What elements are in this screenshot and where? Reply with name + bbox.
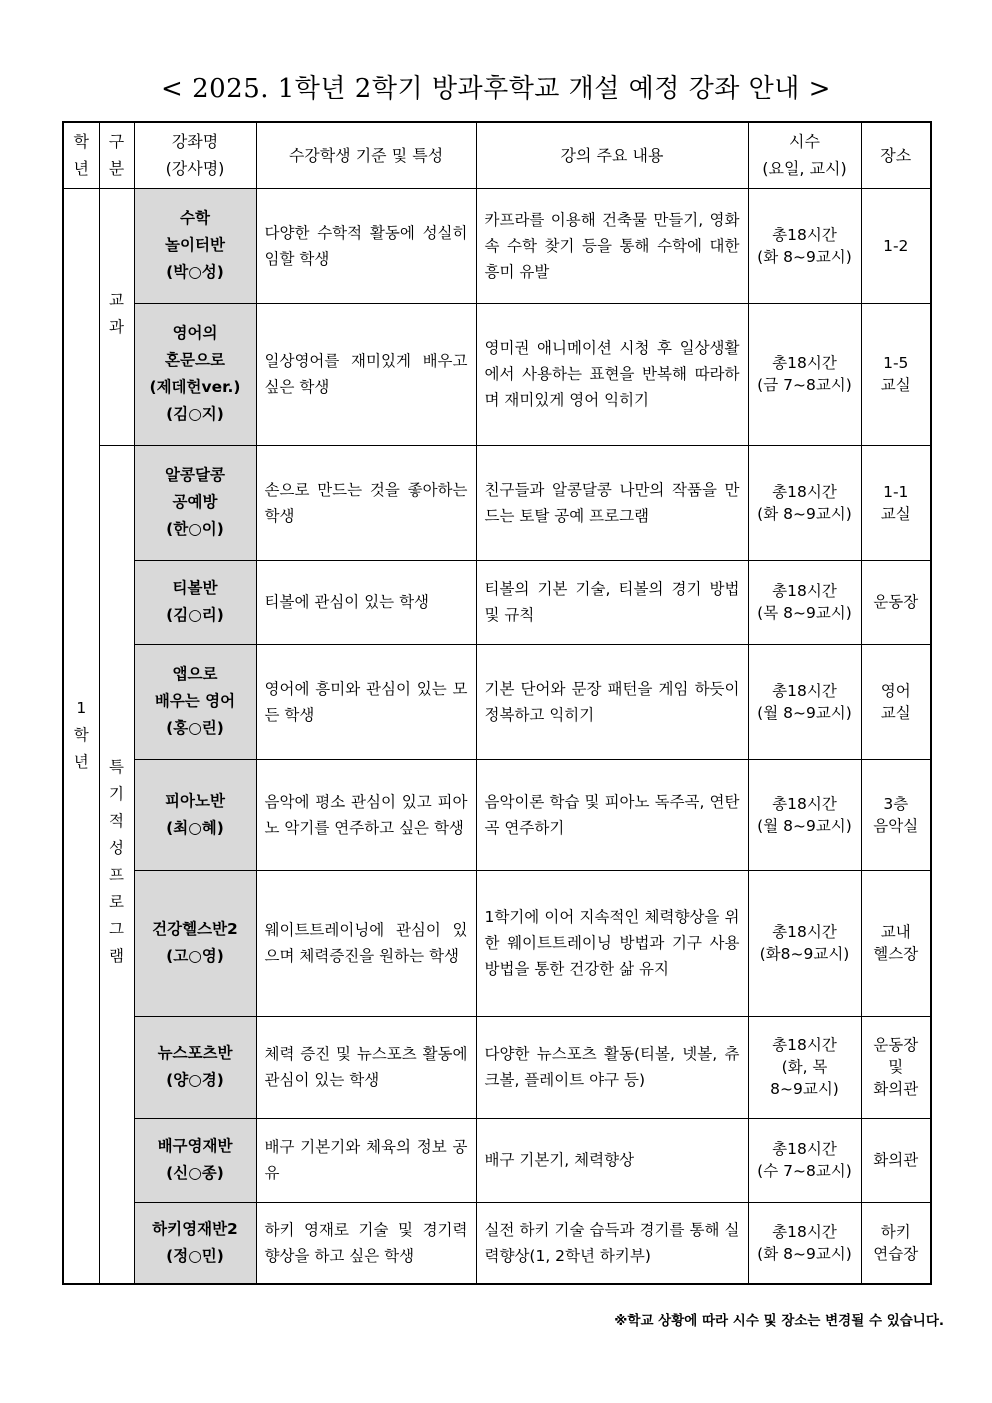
course-target: 티볼에 관심이 있는 학생	[256, 560, 476, 644]
course-content: 다양한 뉴스포츠 활동(티볼, 넷볼, 츄크볼, 플레이트 야구 등)	[476, 1016, 748, 1118]
course-name: 하키영재반2 (정○민)	[134, 1202, 256, 1284]
course-place: 교내 헬스장	[861, 870, 931, 1016]
course-target: 하키 영재로 기술 및 경기력 향상을 하고 싶은 학생	[256, 1202, 476, 1284]
course-hours: 총18시간 (화 8~9교시)	[748, 445, 861, 560]
header-grade: 학 년	[63, 122, 99, 188]
course-place: 운동장	[861, 560, 931, 644]
course-name: 수학 놀이터반 (박○성)	[134, 188, 256, 303]
course-name: 건강헬스반2 (고○영)	[134, 870, 256, 1016]
course-target: 손으로 만드는 것을 좋아하는 학생	[256, 445, 476, 560]
category-cell-special: 특 기 적 성 프 로 그 램	[99, 445, 134, 1284]
course-target: 체력 증진 및 뉴스포츠 활동에 관심이 있는 학생	[256, 1016, 476, 1118]
course-target: 배구 기본기와 체육의 정보 공유	[256, 1118, 476, 1202]
course-place: 1-5 교실	[861, 303, 931, 445]
course-place: 운동장 및 화의관	[861, 1016, 931, 1118]
header-category: 구 분	[99, 122, 134, 188]
course-content: 영미권 애니메이션 시청 후 일상생활에서 사용하는 표현을 반복해 따라하며 재미있게 영어 익히기	[476, 303, 748, 445]
table-row	[63, 1016, 931, 1118]
course-target: 다양한 수학적 활동에 성실히 임할 학생	[256, 188, 476, 303]
course-content: 음악이론 학습 및 피아노 독주곡, 연탄곡 연주하기	[476, 759, 748, 870]
course-target: 웨이트트레이닝에 관심이 있으며 체력증진을 원하는 학생	[256, 870, 476, 1016]
category-cell-subject: 교 과	[99, 188, 134, 445]
course-place: 화의관	[861, 1118, 931, 1202]
table-row	[63, 644, 931, 759]
course-name: 영어의 혼문으로 (제데헌ver.) (김○지)	[134, 303, 256, 445]
course-content: 친구들과 알콩달콩 나만의 작품을 만드는 토탈 공예 프로그램	[476, 445, 748, 560]
course-hours: 총18시간 (화, 목 8~9교시)	[748, 1016, 861, 1118]
course-table	[62, 121, 932, 1285]
table-row	[63, 188, 931, 303]
table-row	[63, 759, 931, 870]
course-name: 앱으로 배우는 영어 (홍○린)	[134, 644, 256, 759]
header-place: 장소	[861, 122, 931, 188]
course-place: 영어 교실	[861, 644, 931, 759]
course-hours: 총18시간 (화 8~9교시)	[748, 188, 861, 303]
course-content: 기본 단어와 문장 패턴을 게임 하듯이 정복하고 익히기	[476, 644, 748, 759]
grade-cell: 1 학 년	[63, 188, 99, 1284]
table-row	[63, 560, 931, 644]
page-title: < 2025. 1학년 2학기 방과후학교 개설 예정 강좌 안내 >	[161, 74, 831, 104]
table-header-row	[63, 122, 931, 188]
course-place: 3층 음악실	[861, 759, 931, 870]
course-hours: 총18시간 (월 8~9교시)	[748, 644, 861, 759]
course-place: 1-1 교실	[861, 445, 931, 560]
course-hours: 총18시간 (월 8~9교시)	[748, 759, 861, 870]
course-name: 뉴스포츠반 (양○경)	[134, 1016, 256, 1118]
header-course: 강좌명 (강사명)	[134, 122, 256, 188]
course-content: 티볼의 기본 기술, 티볼의 경기 방법 및 규칙	[476, 560, 748, 644]
course-content: 실전 하키 기술 습득과 경기를 통해 실력향상(1, 2학년 하키부)	[476, 1202, 748, 1284]
course-hours: 총18시간 (목 8~9교시)	[748, 560, 861, 644]
header-hours: 시수 (요일, 교시)	[748, 122, 861, 188]
course-target: 영어에 흥미와 관심이 있는 모든 학생	[256, 644, 476, 759]
course-hours: 총18시간 (수 7~8교시)	[748, 1118, 861, 1202]
course-hours: 총18시간 (화 8~9교시)	[748, 1202, 861, 1284]
course-target: 음악에 평소 관심이 있고 피아노 악기를 연주하고 싶은 학생	[256, 759, 476, 870]
course-name: 티볼반 (김○리)	[134, 560, 256, 644]
course-name: 알콩달콩 공예방 (한○이)	[134, 445, 256, 560]
course-place: 1-2	[861, 188, 931, 303]
course-name: 배구영재반 (신○종)	[134, 1118, 256, 1202]
course-name: 피아노반 (최○혜)	[134, 759, 256, 870]
course-target: 일상영어를 재미있게 배우고 싶은 학생	[256, 303, 476, 445]
course-content: 1학기에 이어 지속적인 체력향상을 위한 웨이트트레이닝 방법과 기구 사용방법을 통한 건강한 삶 유지	[476, 870, 748, 1016]
table-row	[63, 870, 931, 1016]
footnote: ※학교 상황에 따라 시수 및 장소는 변경될 수 있습니다.	[614, 1313, 944, 1329]
course-content: 배구 기본기, 체력향상	[476, 1118, 748, 1202]
table-row	[63, 1118, 931, 1202]
table-row	[63, 1202, 931, 1284]
header-content: 강의 주요 내용	[476, 122, 748, 188]
table-row	[63, 445, 931, 560]
course-hours: 총18시간 (화8~9교시)	[748, 870, 861, 1016]
course-hours: 총18시간 (금 7~8교시)	[748, 303, 861, 445]
table-row	[63, 303, 931, 445]
course-content: 카프라를 이용해 건축물 만들기, 영화 속 수학 찾기 등을 통해 수학에 대한 흥미 유발	[476, 188, 748, 303]
header-target: 수강학생 기준 및 특성	[256, 122, 476, 188]
course-place: 하키 연습장	[861, 1202, 931, 1284]
